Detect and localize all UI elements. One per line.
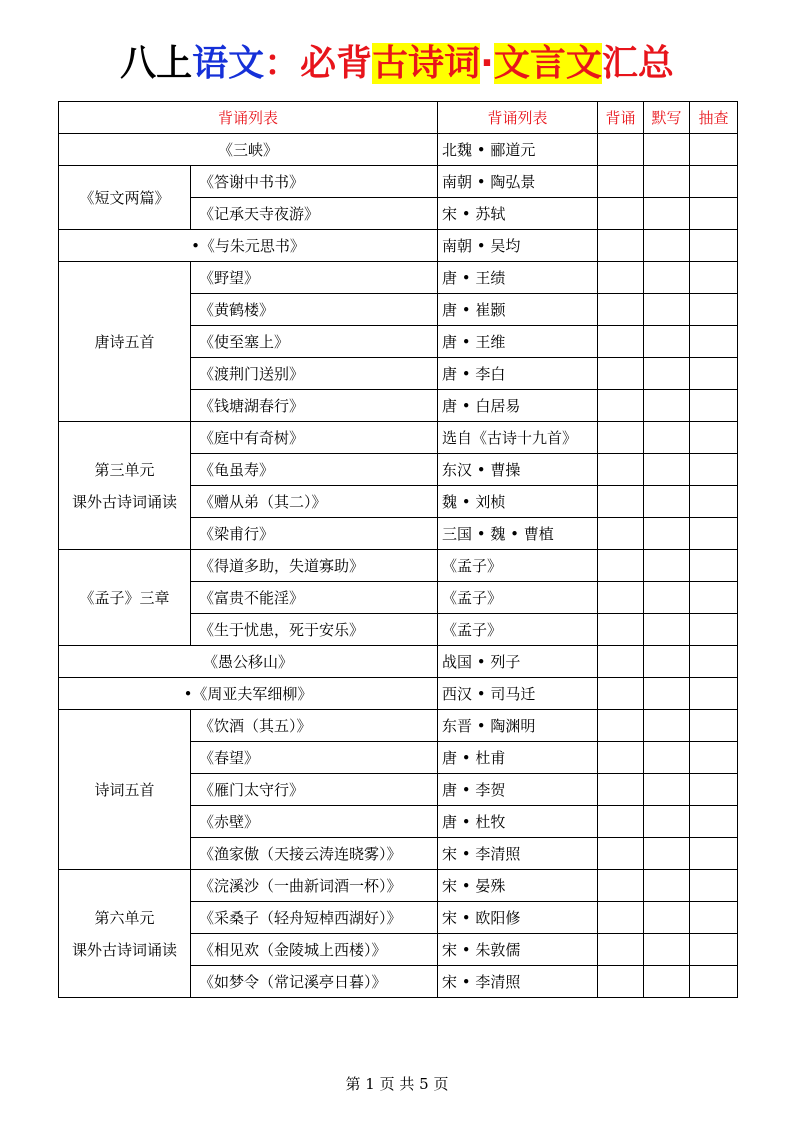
check-cell[interactable] (690, 262, 738, 294)
check-cell[interactable] (598, 358, 644, 390)
check-cell[interactable] (690, 774, 738, 806)
table-row (59, 550, 738, 582)
table-row (59, 166, 738, 198)
check-cell[interactable] (690, 614, 738, 646)
check-cell[interactable] (644, 710, 690, 742)
author-cell: 《孟子》 (438, 614, 598, 646)
group-label-line: 课外古诗词诵读 (71, 492, 177, 511)
check-cell[interactable] (598, 806, 644, 838)
group-cell: 诗词五首 (59, 710, 191, 870)
check-cell[interactable] (598, 614, 644, 646)
title-cell: 《浣溪沙（一曲新词酒一杯）》 (191, 870, 438, 902)
author-cell: 宋 • 晏殊 (438, 870, 598, 902)
check-cell[interactable] (598, 582, 644, 614)
title-cell: 《龟虽寿》 (191, 454, 438, 486)
check-cell[interactable] (644, 742, 690, 774)
check-cell[interactable] (690, 390, 738, 422)
author-cell: 唐 • 杜牧 (438, 806, 598, 838)
check-cell[interactable] (690, 870, 738, 902)
check-cell[interactable] (644, 486, 690, 518)
check-cell[interactable] (644, 518, 690, 550)
group-cell: 《孟子》三章 (59, 550, 191, 646)
author-cell: 唐 • 崔颢 (438, 294, 598, 326)
check-cell[interactable] (644, 902, 690, 934)
author-cell: 宋 • 欧阳修 (438, 902, 598, 934)
check-cell[interactable] (690, 294, 738, 326)
title-part: ：必背 (264, 43, 373, 84)
title-part: 语文 (192, 43, 265, 84)
column-header: 背诵列表 (59, 102, 438, 134)
recitation-table (58, 101, 738, 998)
title-cell: 《使至塞上》 (191, 326, 438, 358)
author-cell: 《孟子》 (438, 582, 598, 614)
check-cell[interactable] (644, 934, 690, 966)
check-cell[interactable] (644, 582, 690, 614)
check-cell[interactable] (690, 678, 738, 710)
check-cell[interactable] (644, 230, 690, 262)
title-highlight: 古诗词 (372, 43, 481, 84)
group-label-line: 第三单元 (94, 460, 155, 479)
group-cell (59, 422, 191, 550)
check-cell[interactable] (690, 806, 738, 838)
title-cell: 《野望》 (191, 262, 438, 294)
check-cell[interactable] (644, 390, 690, 422)
title-cell: 《愚公移山》 (59, 646, 438, 678)
check-cell[interactable] (690, 134, 738, 166)
author-cell: 《孟子》 (438, 550, 598, 582)
check-cell[interactable] (644, 358, 690, 390)
check-cell[interactable] (598, 902, 644, 934)
page-title (0, 38, 794, 90)
title-cell: 《渡荆门送别》 (191, 358, 438, 390)
title-cell: 《饮酒（其五）》 (191, 710, 438, 742)
check-cell[interactable] (598, 390, 644, 422)
table-row (59, 134, 738, 166)
author-cell: 选自《古诗十九首》 (438, 422, 598, 454)
title-cell: 《渔家傲（天接云涛连晓雾）》 (191, 838, 438, 870)
author-cell: 南朝 • 陶弘景 (438, 166, 598, 198)
check-cell[interactable] (644, 294, 690, 326)
check-cell[interactable] (690, 422, 738, 454)
check-cell[interactable] (690, 710, 738, 742)
author-cell: 唐 • 杜甫 (438, 742, 598, 774)
check-cell[interactable] (644, 550, 690, 582)
check-cell[interactable] (644, 454, 690, 486)
check-cell[interactable] (598, 454, 644, 486)
title-cell: •《周亚夫军细柳》 (59, 678, 438, 710)
check-cell[interactable] (690, 838, 738, 870)
check-cell[interactable] (644, 774, 690, 806)
check-cell[interactable] (598, 422, 644, 454)
author-cell: 东晋 • 陶渊明 (438, 710, 598, 742)
check-cell[interactable] (690, 454, 738, 486)
author-cell: 唐 • 王维 (438, 326, 598, 358)
check-cell[interactable] (690, 326, 738, 358)
group-label-line: 第六单元 (94, 908, 155, 927)
check-cell[interactable] (598, 486, 644, 518)
author-cell: 唐 • 李白 (438, 358, 598, 390)
check-cell[interactable] (598, 966, 644, 998)
title-cell: 《采桑子（轻舟短棹西湖好）》 (191, 902, 438, 934)
check-cell[interactable] (644, 166, 690, 198)
author-cell: 宋 • 李清照 (438, 838, 598, 870)
check-cell[interactable] (598, 550, 644, 582)
table-row (59, 422, 738, 454)
check-cell[interactable] (690, 966, 738, 998)
author-cell: 宋 • 朱敦儒 (438, 934, 598, 966)
check-cell[interactable] (598, 166, 644, 198)
table-row (59, 870, 738, 902)
check-cell[interactable] (598, 774, 644, 806)
check-cell[interactable] (690, 582, 738, 614)
title-cell: 《黄鹤楼》 (191, 294, 438, 326)
check-cell[interactable] (598, 198, 644, 230)
author-cell: 战国 • 列子 (438, 646, 598, 678)
check-cell[interactable] (644, 646, 690, 678)
title-cell: 《梁甫行》 (191, 518, 438, 550)
author-cell: 唐 • 王绩 (438, 262, 598, 294)
check-cell[interactable] (598, 518, 644, 550)
column-header: 背诵列表 (438, 102, 598, 134)
check-cell[interactable] (644, 870, 690, 902)
table-header-row (59, 102, 738, 134)
check-cell[interactable] (690, 486, 738, 518)
title-cell: 《生于忧患，死于安乐》 (191, 614, 438, 646)
check-cell[interactable] (598, 326, 644, 358)
check-cell[interactable] (644, 678, 690, 710)
check-cell[interactable] (644, 134, 690, 166)
title-cell: 《赤壁》 (191, 806, 438, 838)
check-cell[interactable] (644, 966, 690, 998)
title-part: 八上 (120, 43, 193, 84)
author-cell: 三国 • 魏 • 曹植 (438, 518, 598, 550)
check-cell[interactable] (690, 646, 738, 678)
group-cell (59, 870, 191, 998)
author-cell: 魏 • 刘桢 (438, 486, 598, 518)
group-label-line: 课外古诗词诵读 (71, 940, 177, 959)
author-cell: 南朝 • 吴均 (438, 230, 598, 262)
check-cell[interactable] (644, 614, 690, 646)
check-cell[interactable] (598, 294, 644, 326)
title-cell: 《答谢中书书》 (191, 166, 438, 198)
title-part: · (480, 43, 494, 84)
table-row (59, 262, 738, 294)
title-cell: 《如梦令（常记溪亭日暮）》 (191, 966, 438, 998)
column-header: 默写 (644, 102, 690, 134)
check-cell[interactable] (690, 550, 738, 582)
check-cell[interactable] (644, 806, 690, 838)
check-cell[interactable] (690, 230, 738, 262)
title-cell: 《赠从弟（其二）》 (191, 486, 438, 518)
check-cell[interactable] (690, 902, 738, 934)
title-cell: 《得道多助，失道寡助》 (191, 550, 438, 582)
check-cell[interactable] (598, 646, 644, 678)
check-cell[interactable] (598, 134, 644, 166)
table-row (59, 710, 738, 742)
check-cell[interactable] (598, 262, 644, 294)
title-highlight: 文言文 (493, 43, 602, 84)
check-cell[interactable] (644, 838, 690, 870)
title-cell: 《庭中有奇树》 (191, 422, 438, 454)
table-row (59, 678, 738, 710)
title-cell: 《雁门太守行》 (191, 774, 438, 806)
group-cell: 唐诗五首 (59, 262, 191, 422)
check-cell[interactable] (644, 422, 690, 454)
title-cell: 《富贵不能淫》 (191, 582, 438, 614)
title-cell: 《春望》 (191, 742, 438, 774)
check-cell[interactable] (598, 742, 644, 774)
check-cell[interactable] (690, 934, 738, 966)
author-cell: 宋 • 李清照 (438, 966, 598, 998)
check-cell[interactable] (598, 838, 644, 870)
table-row (59, 646, 738, 678)
page-footer: 第 1 页 共 5 页 (345, 1075, 449, 1093)
title-cell: 《相见欢（金陵城上西楼）》 (191, 934, 438, 966)
check-cell[interactable] (644, 326, 690, 358)
author-cell: 北魏 • 郦道元 (438, 134, 598, 166)
check-cell[interactable] (598, 678, 644, 710)
title-cell: 《三峡》 (59, 134, 438, 166)
title-part: 汇总 (601, 43, 674, 84)
column-header: 背诵 (598, 102, 644, 134)
group-cell: 《短文两篇》 (59, 166, 191, 230)
check-cell[interactable] (644, 262, 690, 294)
check-cell[interactable] (690, 166, 738, 198)
author-cell: 唐 • 李贺 (438, 774, 598, 806)
check-cell[interactable] (598, 934, 644, 966)
column-header: 抽查 (690, 102, 738, 134)
check-cell[interactable] (644, 198, 690, 230)
check-cell[interactable] (598, 710, 644, 742)
title-cell: •《与朱元思书》 (59, 230, 438, 262)
author-cell: 唐 • 白居易 (438, 390, 598, 422)
check-cell[interactable] (690, 518, 738, 550)
check-cell[interactable] (690, 742, 738, 774)
check-cell[interactable] (690, 198, 738, 230)
title-cell: 《记承天寺夜游》 (191, 198, 438, 230)
check-cell[interactable] (598, 230, 644, 262)
author-cell: 宋 • 苏轼 (438, 198, 598, 230)
check-cell[interactable] (690, 358, 738, 390)
table-row (59, 230, 738, 262)
author-cell: 东汉 • 曹操 (438, 454, 598, 486)
title-cell: 《钱塘湖春行》 (191, 390, 438, 422)
check-cell[interactable] (598, 870, 644, 902)
author-cell: 西汉 • 司马迁 (438, 678, 598, 710)
